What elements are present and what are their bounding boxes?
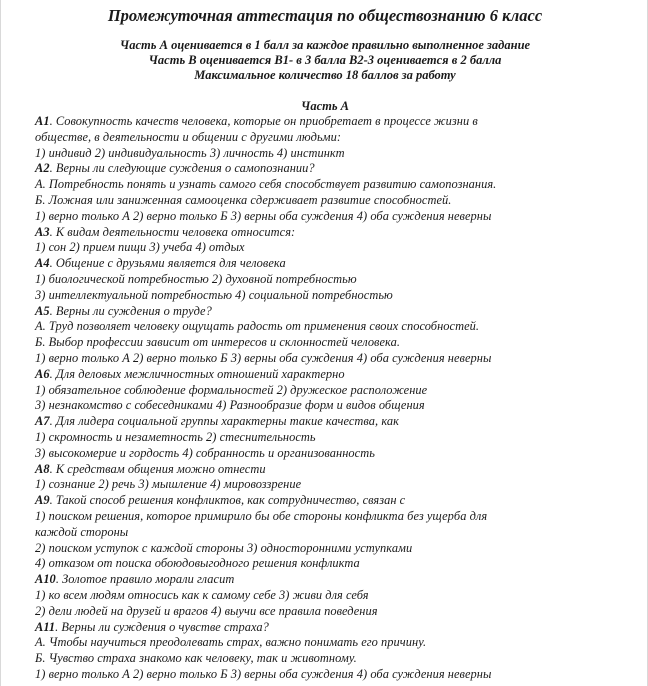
question-stem: . Совокупность качеств человека, которые он приобретает в процессе жизни в <box>49 114 478 128</box>
question-line: 1) сон 2) прием пищи 3) учеба 4) отдых <box>35 240 245 255</box>
question-stem: . Верны ли следующие суждения о самопознании? <box>49 161 315 176</box>
question-block <box>35 620 635 683</box>
question-text <box>35 493 635 509</box>
question-line: каждой стороны <box>35 524 129 539</box>
question-stem: . Для лидера социальной группы характерны такие качества, как <box>49 414 399 429</box>
question-line: 1) сознание 2) речь 3) мышление 4) мировоззрение <box>35 477 302 492</box>
question-number: А8 <box>35 461 50 476</box>
question-block <box>35 462 635 494</box>
question-block <box>35 414 635 461</box>
question-block <box>35 114 635 161</box>
question-number: А5 <box>35 303 50 318</box>
question-number: А1 <box>35 114 50 128</box>
question-list <box>35 114 635 683</box>
question-text <box>35 462 635 478</box>
question-line: 1) верно только А 2) верно только Б 3) верны оба суждения 4) оба суждения неверны <box>35 666 492 681</box>
question-line: 1) обязательное соблюдение формальностей 2) дружеское расположение <box>35 382 428 397</box>
question-line: Б. Чувство страха знакомо как человеку, так и животному. <box>35 651 357 666</box>
question-stem: . Верны ли суждения о труде? <box>49 303 212 318</box>
question-line: 1) поиском решения, которое примирило бы обе стороны конфликта без ущерба для <box>35 508 488 523</box>
question-line: 2) поиском уступок с каждой стороны 3) односторонними уступками <box>35 540 413 555</box>
question-number: А2 <box>35 161 50 176</box>
scoring-header <box>1 38 648 83</box>
question-number: А11 <box>35 619 56 634</box>
question-line: Б. Ложная или заниженная самооценка сдерживает развитие способностей. <box>35 192 452 207</box>
question-stem: . Такой способ решения конфликтов, как сотрудничество, связан с <box>49 493 406 508</box>
question-stem: . К видам деятельности человека относится: <box>49 224 296 239</box>
question-stem: . Золотое правило морали гласит <box>55 572 235 587</box>
question-block <box>35 572 635 619</box>
question-line: 1) верно только А 2) верно только Б 3) верны оба суждения 4) оба суждения неверны <box>35 208 492 223</box>
document-title: Промежуточная аттестация по обществознанию 6 класс <box>107 6 543 25</box>
header-line: Часть А оценивается в 1 балл за каждое правильно выполненное задание <box>119 38 531 52</box>
question-line: А. Потребность понять и узнать самого себя способствует развитию самопознания. <box>35 177 497 192</box>
question-text <box>35 161 635 177</box>
question-number: А6 <box>35 366 50 381</box>
question-block <box>35 304 635 367</box>
question-line: 3) высокомерие и гордость 4) собранность и организованность <box>35 445 375 460</box>
question-stem: . Общение с друзьями является для человека <box>49 256 286 271</box>
question-block <box>35 256 635 303</box>
question-line: Б. Выбор профессии зависит от интересов и склонностей человека. <box>35 335 400 350</box>
question-text <box>35 414 635 430</box>
question-stem: . К средствам общения можно отнести <box>49 461 266 476</box>
question-number: А4 <box>35 256 50 271</box>
question-line: 1) индивид 2) индивидуальность 3) личность 4) инстинкт <box>35 145 345 160</box>
question-stem: . Верны ли суждения о чувстве страха? <box>55 619 269 634</box>
question-line: 1) ко всем людям относись как к самому себе 3) живи для себя <box>35 587 369 602</box>
question-text <box>35 256 635 272</box>
question-line: 1) верно только А 2) верно только Б 3) верны оба суждения 4) оба суждения неверны <box>35 350 492 365</box>
question-block <box>35 161 635 224</box>
question-block <box>35 367 635 414</box>
header-line: Максимальное количество 18 баллов за работу <box>194 68 456 82</box>
question-line: А. Труд позволяет человеку ощущать радость от применения своих способностей. <box>35 319 480 334</box>
question-block <box>35 493 635 572</box>
question-text <box>35 572 635 588</box>
question-text <box>35 114 635 130</box>
question-line: 4) отказом от поиска обоюдовыгодного решения конфликта <box>35 556 360 571</box>
question-line: 3) незнакомство с собеседниками 4) Разнообразие форм и видов общения <box>35 398 425 413</box>
question-text <box>35 620 635 636</box>
question-text <box>35 367 635 383</box>
question-line: А. Чтобы научиться преодолевать страх, важно понимать его причину. <box>35 635 427 650</box>
question-text <box>35 225 635 241</box>
question-number: А3 <box>35 224 50 239</box>
question-text <box>35 304 635 320</box>
question-number: А7 <box>35 414 50 429</box>
question-line: 3) интеллектуальной потребностью 4) социальной потребностью <box>35 287 393 302</box>
question-number: А9 <box>35 493 50 508</box>
question-block <box>35 225 635 257</box>
question-line: 1) биологической потребностью 2) духовной потребностью <box>35 271 357 286</box>
question-number: А10 <box>35 572 56 587</box>
header-line: Часть В оценивается В1- в 3 балла В2-3 оценивается в 2 балла <box>148 53 502 67</box>
question-line: 2) дели людей на друзей и врагов 4) выучи все правила поведения <box>35 603 378 618</box>
question-line: обществе, в деятельности и общении с другими людьми: <box>35 129 342 144</box>
question-line: 1) скромность и незаметность 2) стеснительность <box>35 429 316 444</box>
question-stem: . Для деловых межличностных отношений характерно <box>49 366 345 381</box>
part-a-title: Часть А <box>300 99 350 113</box>
